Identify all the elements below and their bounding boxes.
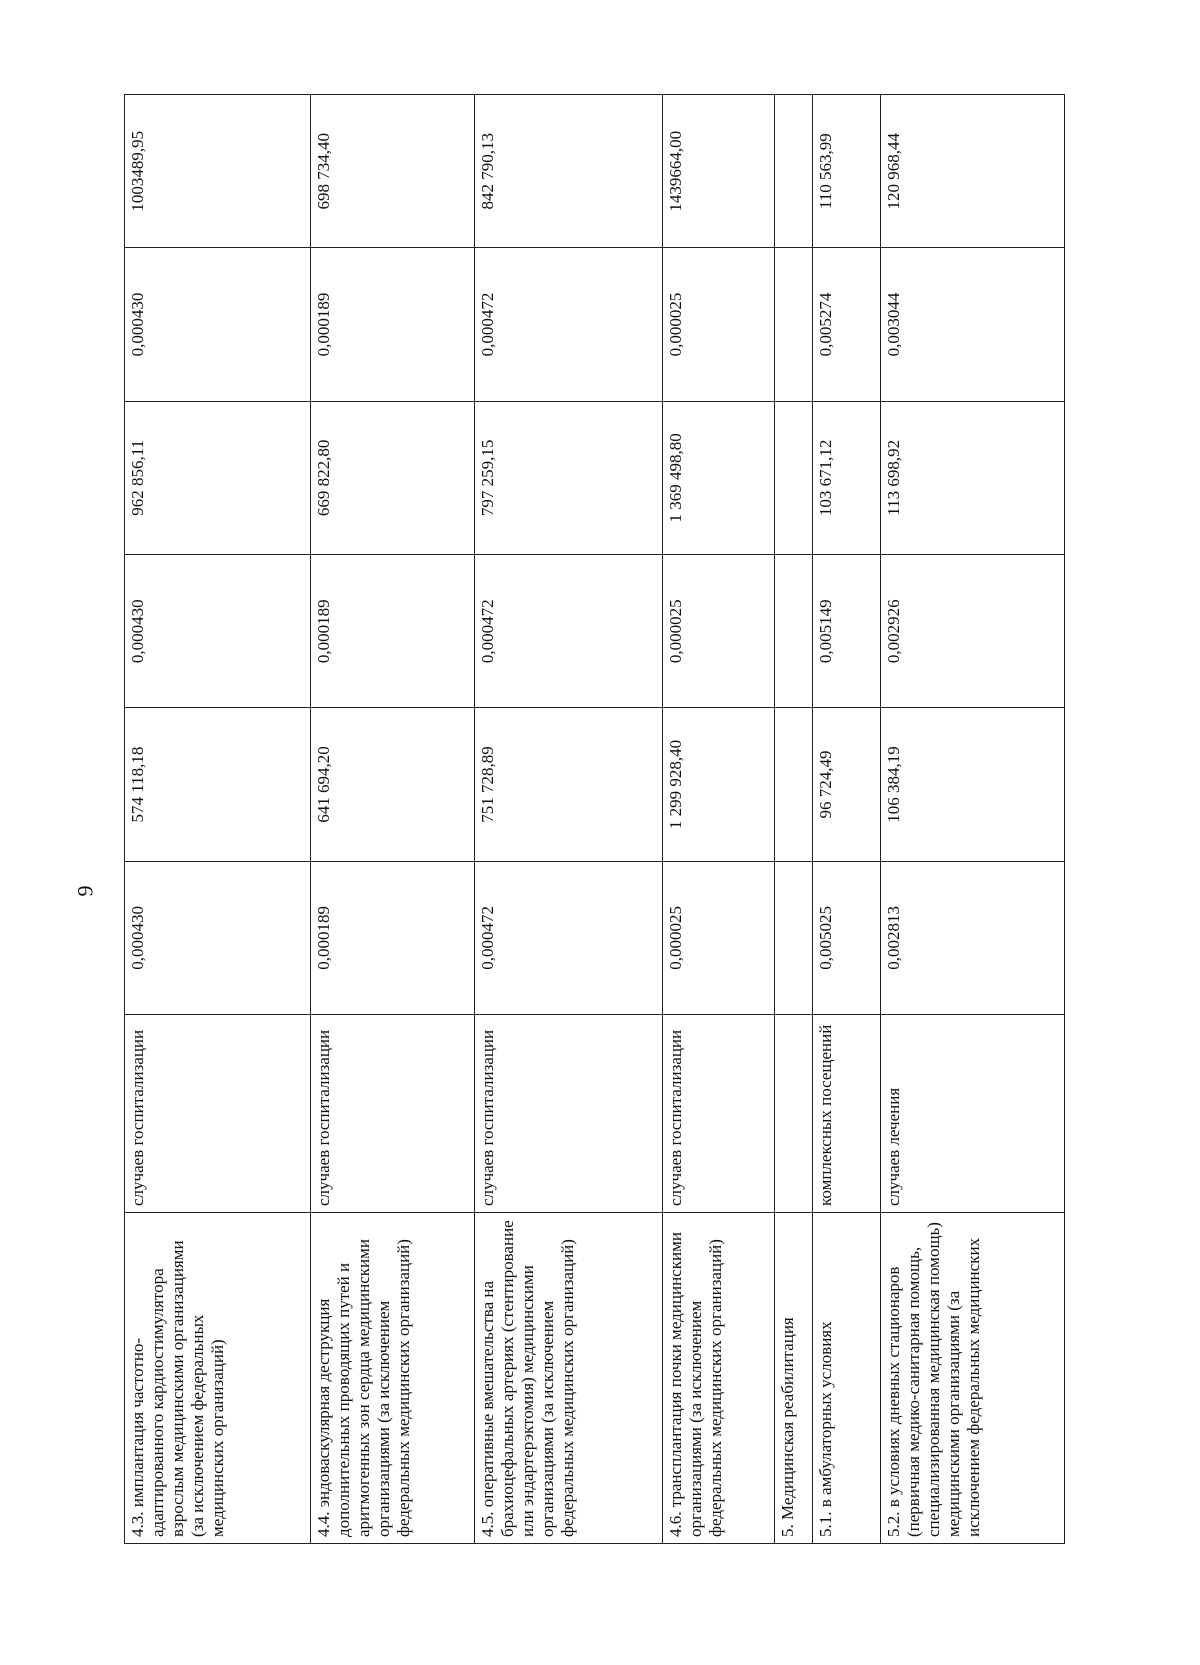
row-unit: случаев лечения <box>881 1015 1065 1213</box>
cell-c5: 0,000189 <box>311 248 475 401</box>
cell-c6: 842 790,13 <box>475 95 663 248</box>
cell-c3: 0,000430 <box>125 555 311 708</box>
row-name: 5. Медицинская реабилитация <box>775 1213 813 1544</box>
cell-c4: 797 259,15 <box>475 401 663 554</box>
cell-c6: 1003489,95 <box>125 95 311 248</box>
cell-c1: 0,002813 <box>881 861 1065 1014</box>
table-row <box>813 95 881 1544</box>
row-name: 4.5. оперативные вмешательства на брахиоцефальных артериях (стентирование или эндартерэктомия) медицинскими организациями (за исключением федеральных медицинских организаций) <box>475 1213 663 1544</box>
cell-c5: 0,000472 <box>475 248 663 401</box>
row-name: 5.2. в условиях дневных стационаров (первичная медико-санитарная помощь, специализированная медицинская помощь) медицинскими организациями (за исключением федеральных медицинских <box>881 1213 1065 1544</box>
cell-c2: 96 724,49 <box>813 708 881 861</box>
row-unit: случаев госпитализации <box>475 1015 663 1213</box>
row-name: 4.3. имплантация частотно-адаптированного кардиостимулятора взрослым медицинскими организациями (за исключением федеральных медицинских организаций) <box>125 1213 311 1544</box>
cell-c2: 574 118,18 <box>125 708 311 861</box>
cell-c6: 698 734,40 <box>311 95 475 248</box>
cell-c3: 0,005149 <box>813 555 881 708</box>
row-unit: случаев госпитализации <box>125 1015 311 1213</box>
cell-c4: 669 822,80 <box>311 401 475 554</box>
cell-c2: 106 384,19 <box>881 708 1065 861</box>
cell-c4: 103 671,12 <box>813 401 881 554</box>
cell-c4: 113 698,92 <box>881 401 1065 554</box>
table-row <box>775 95 813 1544</box>
table-row <box>311 95 475 1544</box>
cell-c1 <box>775 861 813 1014</box>
cell-c3: 0,002926 <box>881 555 1065 708</box>
row-name: 4.6. трансплантация почки медицинскими организациями (за исключением федеральных медицинских организаций) <box>663 1213 775 1544</box>
cell-c6: 120 968,44 <box>881 95 1065 248</box>
cell-c1: 0,000472 <box>475 861 663 1014</box>
cell-c1: 0,005025 <box>813 861 881 1014</box>
row-name: 5.1. в амбулаторных условиях <box>813 1213 881 1544</box>
row-unit: комплексных посещений <box>813 1015 881 1213</box>
cell-c6: 110 563,99 <box>813 95 881 248</box>
cell-c4 <box>775 401 813 554</box>
cell-c1: 0,000025 <box>663 861 775 1014</box>
cell-c6: 1439664,00 <box>663 95 775 248</box>
cell-c2: 751 728,89 <box>475 708 663 861</box>
cell-c5: 0,000025 <box>663 248 775 401</box>
cell-c3 <box>775 555 813 708</box>
cell-c2 <box>775 708 813 861</box>
table-row <box>881 95 1065 1544</box>
cell-c4: 1 369 498,80 <box>663 401 775 554</box>
tariff-table <box>124 94 1065 1544</box>
cell-c1: 0,000430 <box>125 861 311 1014</box>
row-unit: случаев госпитализации <box>663 1015 775 1213</box>
cell-c5: 0,003044 <box>881 248 1065 401</box>
cell-c2: 1 299 928,40 <box>663 708 775 861</box>
row-unit <box>775 1015 813 1213</box>
cell-c3: 0,000189 <box>311 555 475 708</box>
cell-c1: 0,000189 <box>311 861 475 1014</box>
table-row <box>475 95 663 1544</box>
cell-c6 <box>775 95 813 248</box>
cell-c4: 962 856,11 <box>125 401 311 554</box>
cell-c5: 0,000430 <box>125 248 311 401</box>
row-name: 4.4. эндоваскулярная деструкция дополнительных проводящих путей и аритмогенных зон сердца медицинскими организациями (за исключением федеральных медицинских организаций) <box>311 1213 475 1544</box>
cell-c5: 0,005274 <box>813 248 881 401</box>
rotated-table-wrapper <box>124 94 1064 1544</box>
cell-c3: 0,000472 <box>475 555 663 708</box>
cell-c2: 641 694,20 <box>311 708 475 861</box>
table-row <box>663 95 775 1544</box>
cell-c3: 0,000025 <box>663 555 775 708</box>
row-unit: случаев госпитализации <box>311 1015 475 1213</box>
table-row <box>125 95 311 1544</box>
cell-c5 <box>775 248 813 401</box>
page-number: 9 <box>72 885 98 897</box>
